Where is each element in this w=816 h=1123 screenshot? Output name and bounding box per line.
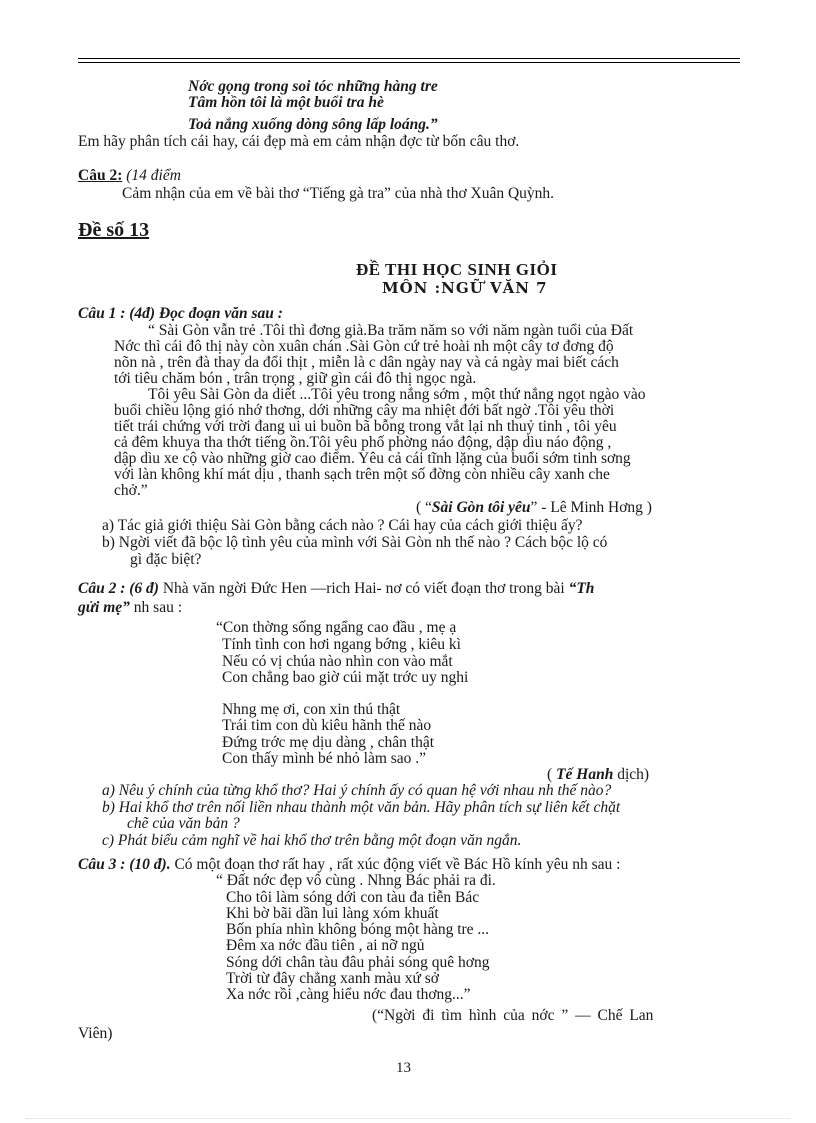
question-1a: a) Tác giả giới thiệu Sài Gòn bằng cách nào ? Cái hay của cách giới thiệu ấy? <box>102 517 583 534</box>
question-3-line <box>78 857 620 873</box>
question-intro: Có một đoạn thơ rất hay , rất xúc động viết về Bác Hồ kính yêu nh sau : <box>174 856 621 873</box>
poem-source: (“Ngời đi tìm hình của nớc ” — Chế Lan <box>372 1007 654 1024</box>
passage-line: nõn nà , trên đà thay da đổi thịt , miễn là c dân ngày nay và cả ngày mai biết cách <box>114 354 619 371</box>
passage-line: buổi chiều lộng gió nhớ thơng, dới những cây ma nhiệt đới bất ngờ .Tôi yêu thời <box>114 402 615 419</box>
question-1b-cont: gì đặc biệt? <box>130 551 202 568</box>
passage-source: ( “Sài Gòn tôi yêu” - Lê Minh Hơng ) <box>416 499 652 516</box>
poem-source-cont: Viên) <box>78 1025 113 1042</box>
source-suffix: dịch) <box>617 766 650 783</box>
poem-line: Con thấy mình bé nhỏ làm sao .” <box>222 750 427 767</box>
question-2b-cont: chẽ của văn bản ? <box>127 815 240 832</box>
poem-line: Tính tình con hơi ngang bớng , kiêu kì <box>222 636 461 653</box>
question-2b: b) Hai khổ thơ trên nối liền nhau thành một văn bản. Hãy phân tích sự liên kết chặt <box>102 799 621 816</box>
passage-line: cả đêm khuya tha thớt tiếng ồn.Tôi yêu phố phờng náo động, dập dìu náo động , <box>114 434 612 451</box>
header-rule-bottom <box>78 62 740 63</box>
poem-title: “Th <box>568 580 595 597</box>
passage-line: với làn không khí mát dịu , thanh sạch trên một số đờng còn nhiều cây xanh che <box>114 466 610 483</box>
question-label: Câu 3 : (10 đ). <box>78 856 171 873</box>
passage-line: tiết trái chứng với trời đang ui ui buồn bã bỗng trong vắt lại nh thuỷ tinh , tôi yêu <box>114 418 617 435</box>
poem-line: Nớc gọng trong soi tóc những hàng tre <box>188 78 438 95</box>
poem-line: Toả nắng xuống dòng sông lấp loáng.” <box>188 116 438 133</box>
question-2c: c) Phát biểu cảm nghĩ về hai khổ thơ trên bằng một đoạn văn ngắn. <box>102 832 522 849</box>
passage-line: dập dìu xe cộ vào những giờ cao điểm. Yêu cả cái tĩnh lặng của buổi sớm tinh sơng <box>114 450 631 467</box>
poem-line: Trời từ đây chẳng xanh màu xứ sở <box>226 970 440 987</box>
source-title: Sài Gòn tôi yêu <box>431 499 531 516</box>
question-1b: b) Ngời viết đã bộc lộ tình yêu của mình với Sài Gòn nh thế nào ? Cách bộc lộ có <box>102 534 608 551</box>
poem-line: Cho tôi làm sóng dới con tàu đa tiễn Bác <box>226 889 480 906</box>
poem-line: Đứng trớc mẹ dịu dàng , chân thật <box>222 734 435 751</box>
analysis-question: Em hãy phân tích cái hay, cái đẹp mà em cảm nhận đợc từ bốn câu thơ. <box>78 133 520 150</box>
poem-line: Xa nớc rồi ,càng hiểu nớc đau thơng...” <box>226 986 471 1003</box>
question-1-heading: Câu 1 : (4đ) Đọc đoạn văn sau : <box>78 305 283 322</box>
poem-line: Trái tim con dù kiêu hãnh thế nào <box>222 717 432 734</box>
footer-divider <box>26 1118 790 1119</box>
header-rule-top <box>78 58 740 59</box>
question-2a: a) Nêu ý chính của từng khổ thơ? Hai ý chính ấy có quan hệ với nhau nh thế nào? <box>102 782 612 799</box>
passage-line: Tôi yêu Sài Gòn da diết ...Tôi yêu trong nắng sớm , một thứ nắng ngọt ngào vào <box>148 386 646 403</box>
poem-line: Đêm xa nớc đầu tiên , ai nỡ ngủ <box>226 937 425 954</box>
passage-line: tới tiêu chăm bón , trân trọng , giữ gìn cái đô thị ngọc ngà. <box>114 370 477 387</box>
poem-line: Con chẳng bao giờ cúi mặt trớc uy nghi <box>222 669 469 686</box>
passage-line: Nớc thì cái đô thị này còn xuân chán .Sài Gòn cứ trẻ hoài nh một cây tơ đơng độ <box>114 338 614 355</box>
exam-number-heading: Đề số 13 <box>78 219 150 241</box>
exam-title: ĐỀ THI HỌC SINH GIỎI <box>356 260 558 279</box>
passage-line: chở.” <box>114 482 148 499</box>
question-label: Câu 2 : (6 đ) <box>78 580 159 597</box>
exam-subject: MÔN :NGỮ VĂN 7 <box>382 279 548 297</box>
question-2-line-cont <box>78 600 182 616</box>
question-intro: nh sau : <box>133 599 182 616</box>
question-2-line <box>78 581 594 597</box>
poem-line: Sóng dới chân tàu đâu phải sóng quê hơng <box>226 954 490 971</box>
question-2-heading <box>78 168 181 184</box>
poem-line: “ Đất nớc đẹp vô cùng . Nhng Bác phải ra đi. <box>216 872 496 889</box>
page-number: 13 <box>396 1060 411 1076</box>
poem-source: ( Tế Hanh dịch) <box>547 766 650 783</box>
poem-line: Khi bờ bãi dần lui làng xóm khuất <box>226 905 439 922</box>
source-author: - Lê Minh Hơng <box>541 499 643 516</box>
poem-line: “Con thờng sống ngẩng cao đầu , mẹ ạ <box>216 619 457 636</box>
poem-title: gửi mẹ” <box>78 599 130 616</box>
poem-line: Nếu có vị chúa nào nhìn con vào mắt <box>222 653 453 670</box>
poem-line: Bốn phía nhìn không bóng một hàng tre ... <box>226 921 490 938</box>
question-intro: Nhà văn ngời Đức Hen —rich Hai- nơ có viết đoạn thơ trong bài <box>162 580 565 597</box>
poem-line: Nhng mẹ ơi, con xin thú thật <box>222 701 401 718</box>
question-2-text: Cảm nhận của em về bài thơ “Tiếng gà tra” của nhà thơ Xuân Quỳnh. <box>122 185 555 202</box>
source-author: Tế Hanh <box>556 766 614 783</box>
poem-line: Tâm hồn tôi là một buổi tra hè <box>188 94 384 111</box>
points: (14 điểm <box>126 167 181 184</box>
passage-line: “ Sài Gòn vẫn trẻ .Tôi thì đơng già.Ba trăm năm so với năm ngàn tuổi của Đất <box>148 322 634 339</box>
question-label: Câu 2: <box>78 167 123 184</box>
